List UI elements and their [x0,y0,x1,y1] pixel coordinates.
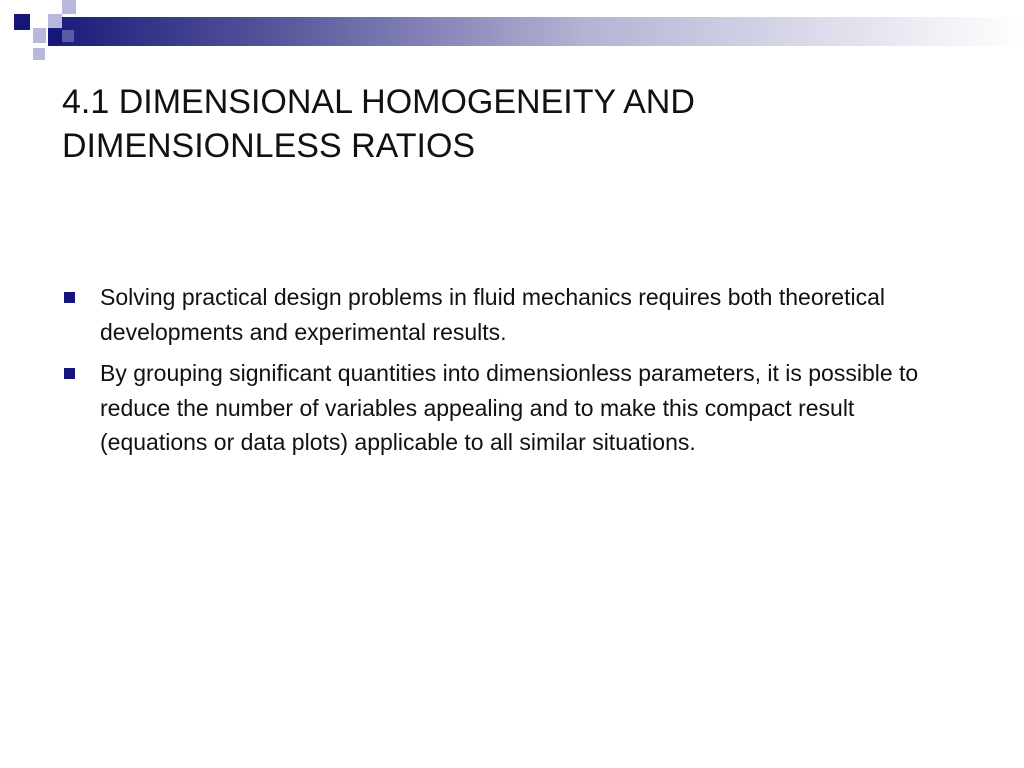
decor-square [62,0,76,14]
bullet-item [62,356,962,460]
slide-title-line-1: 4.1 DIMENSIONAL HOMOGENEITY AND [62,83,695,121]
decor-square [14,14,30,30]
decor-square [48,30,62,44]
decor-square [62,30,74,42]
square-bullet-icon [64,368,75,379]
decor-square [33,28,46,43]
square-bullet-icon [64,292,75,303]
bullet-text: By grouping significant quantities into dimensionless parameters, it is possible to reduce the number of variables appealing and to make this compact result (equations or data plots) applicable to all similar situations. [100,360,919,455]
decor-square [33,48,45,60]
bullet-list [62,280,962,467]
bullet-item [62,280,962,349]
bullet-text: Solving practical design problems in fluid mechanics requires both theoretical developments and experimental results. [100,284,885,345]
header-gradient-band [48,17,1024,46]
slide-title-line-2: DIMENSIONLESS RATIOS [62,127,476,165]
slide-title [62,80,962,168]
decor-square [48,14,62,28]
